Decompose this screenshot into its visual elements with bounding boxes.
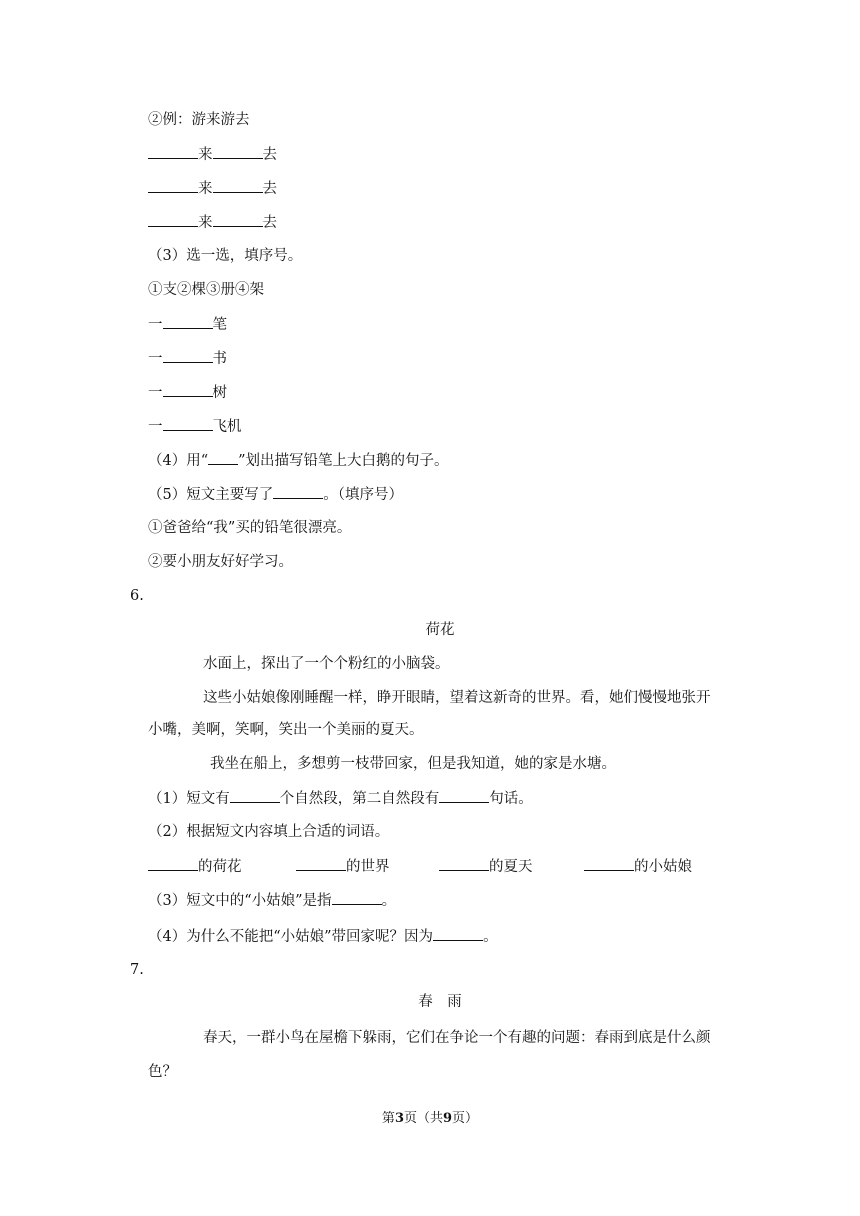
footer-prefix: 第 bbox=[381, 1111, 395, 1126]
q6-para-2-line-1 bbox=[203, 688, 711, 708]
q6-part2-word-1 bbox=[148, 856, 242, 877]
q5-part5 bbox=[148, 484, 403, 505]
answer-blank[interactable] bbox=[163, 348, 213, 363]
q5-example-text: ②例：游来游去 bbox=[148, 112, 250, 128]
measure-word-row-1 bbox=[148, 314, 227, 335]
answer-blank[interactable] bbox=[213, 178, 263, 193]
q5-part4 bbox=[148, 450, 449, 471]
yi-text: 一 bbox=[148, 351, 163, 367]
answer-blank[interactable] bbox=[148, 212, 198, 227]
qu-text: 去 bbox=[262, 147, 277, 163]
answer-blank[interactable] bbox=[439, 788, 489, 803]
question-number: 7. bbox=[130, 962, 144, 978]
q6-part1 bbox=[148, 788, 533, 809]
answer-blank[interactable] bbox=[163, 314, 213, 329]
part2-text: （2）根据短文内容填上合适的词语。 bbox=[148, 824, 390, 840]
q6-part2-word-4 bbox=[584, 856, 692, 877]
footer-middle: 页（共 bbox=[403, 1111, 443, 1126]
q7-para-1-line-2 bbox=[148, 1062, 177, 1082]
question-number-7 bbox=[130, 960, 144, 980]
q6-para-1 bbox=[203, 654, 450, 674]
q5-part3-instruction bbox=[148, 246, 302, 266]
question-number-6 bbox=[130, 586, 144, 606]
part4-text-after: ”划出描写铅笔上大白鹅的句子。 bbox=[238, 453, 449, 469]
total-page-number: 9 bbox=[443, 1111, 453, 1126]
q6-para-2-line-2 bbox=[148, 720, 424, 740]
item-text: 树 bbox=[212, 385, 227, 401]
passage-title: 春 雨 bbox=[418, 994, 462, 1010]
q6-part2 bbox=[148, 822, 389, 842]
answer-blank[interactable] bbox=[213, 144, 263, 159]
page-footer bbox=[0, 1110, 860, 1128]
part4-text-b: 。 bbox=[483, 929, 498, 945]
part3-text-b: 。 bbox=[381, 893, 397, 909]
answer-blank[interactable] bbox=[148, 178, 198, 193]
part4-text-before: （4）用“ bbox=[148, 453, 209, 469]
measure-word-row-2 bbox=[148, 348, 227, 369]
q5-part3-options bbox=[148, 280, 264, 300]
q6-part4 bbox=[148, 926, 498, 947]
yi-text: 一 bbox=[148, 385, 163, 401]
answer-blank[interactable] bbox=[148, 856, 198, 871]
q7-para-1-line-1 bbox=[203, 1028, 711, 1048]
footer-suffix: 页） bbox=[452, 1111, 479, 1126]
measure-word-row-4 bbox=[148, 416, 242, 437]
answer-blank[interactable] bbox=[433, 926, 483, 941]
part1-text-c: 句话。 bbox=[489, 791, 533, 807]
paragraph-text: 色？ bbox=[148, 1064, 177, 1080]
part3-text-a: （3）短文中的“小姑娘”是指 bbox=[148, 893, 332, 909]
answer-blank[interactable] bbox=[273, 484, 323, 499]
lai-text: 来 bbox=[198, 147, 213, 163]
q6-passage-title bbox=[0, 620, 860, 640]
item-text: 书 bbox=[212, 351, 227, 367]
option-text: ②要小朋友好好学习。 bbox=[148, 554, 293, 570]
part1-text-a: （1）短文有 bbox=[148, 791, 230, 807]
lai-text: 来 bbox=[198, 215, 213, 231]
answer-blank[interactable] bbox=[213, 212, 263, 227]
q6-part2-word-2 bbox=[296, 856, 390, 877]
word-text: 的小姑娘 bbox=[634, 859, 692, 875]
instruction-text: （3）选一选，填序号。 bbox=[148, 248, 303, 264]
word-text: 的世界 bbox=[346, 859, 390, 875]
q5-fill-row-2 bbox=[148, 178, 277, 199]
yi-text: 一 bbox=[148, 317, 163, 333]
option-text: ①爸爸给“我”买的铅笔很漂亮。 bbox=[148, 520, 352, 536]
answer-blank[interactable] bbox=[163, 382, 213, 397]
part5-text-after: 。（填序号） bbox=[323, 487, 403, 503]
q6-part2-word-3 bbox=[439, 856, 533, 877]
yi-text: 一 bbox=[148, 419, 163, 435]
q6-para-3 bbox=[210, 754, 616, 774]
paragraph-text: 水面上，探出了一个个粉红的小脑袋。 bbox=[203, 656, 450, 672]
answer-blank[interactable] bbox=[148, 144, 198, 159]
paragraph-text: 我坐在船上，多想剪一枝带回家，但是我知道，她的家是水塘。 bbox=[210, 756, 616, 772]
paragraph-text: 这些小姑娘像刚睡醒一样，睁开眼睛，望着这新奇的世界。看，她们慢慢地张开 bbox=[203, 690, 711, 706]
word-text: 的荷花 bbox=[198, 859, 242, 875]
part4-text-a: （4）为什么不能把“小姑娘”带回家呢？因为 bbox=[148, 929, 434, 945]
q6-part3 bbox=[148, 890, 396, 911]
underline-sample bbox=[208, 450, 238, 465]
answer-blank[interactable] bbox=[439, 856, 489, 871]
qu-text: 去 bbox=[262, 181, 277, 197]
paragraph-text: 小嘴，美啊，笑啊，笑出一个美丽的夏天。 bbox=[148, 722, 424, 738]
question-number: 6. bbox=[130, 588, 144, 604]
q7-passage-title bbox=[0, 992, 860, 1012]
options-text: ①支②棵③册④架 bbox=[148, 282, 264, 298]
item-text: 飞机 bbox=[212, 419, 242, 435]
word-text: 的夏天 bbox=[489, 859, 533, 875]
paragraph-text: 春天，一群小鸟在屋檐下躲雨，它们在争论一个有趣的问题：春雨到底是什么颜 bbox=[203, 1030, 711, 1046]
passage-title: 荷花 bbox=[425, 622, 455, 638]
qu-text: 去 bbox=[262, 215, 277, 231]
item-text: 笔 bbox=[212, 317, 227, 333]
answer-blank[interactable] bbox=[584, 856, 634, 871]
current-page-number: 3 bbox=[394, 1111, 404, 1126]
q5-fill-row-1 bbox=[148, 144, 277, 165]
answer-blank[interactable] bbox=[230, 788, 280, 803]
part5-text-before: （5）短文主要写了 bbox=[148, 487, 274, 503]
measure-word-row-3 bbox=[148, 382, 227, 403]
answer-blank[interactable] bbox=[163, 416, 213, 431]
lai-text: 来 bbox=[198, 181, 213, 197]
answer-blank[interactable] bbox=[296, 856, 346, 871]
q5-part5-option2 bbox=[148, 552, 293, 572]
q5-example-line bbox=[148, 110, 250, 130]
part1-text-b: 个自然段，第二自然段有 bbox=[279, 791, 440, 807]
answer-blank[interactable] bbox=[332, 890, 382, 905]
q5-part5-option1 bbox=[148, 518, 351, 538]
q5-fill-row-3 bbox=[148, 212, 277, 233]
